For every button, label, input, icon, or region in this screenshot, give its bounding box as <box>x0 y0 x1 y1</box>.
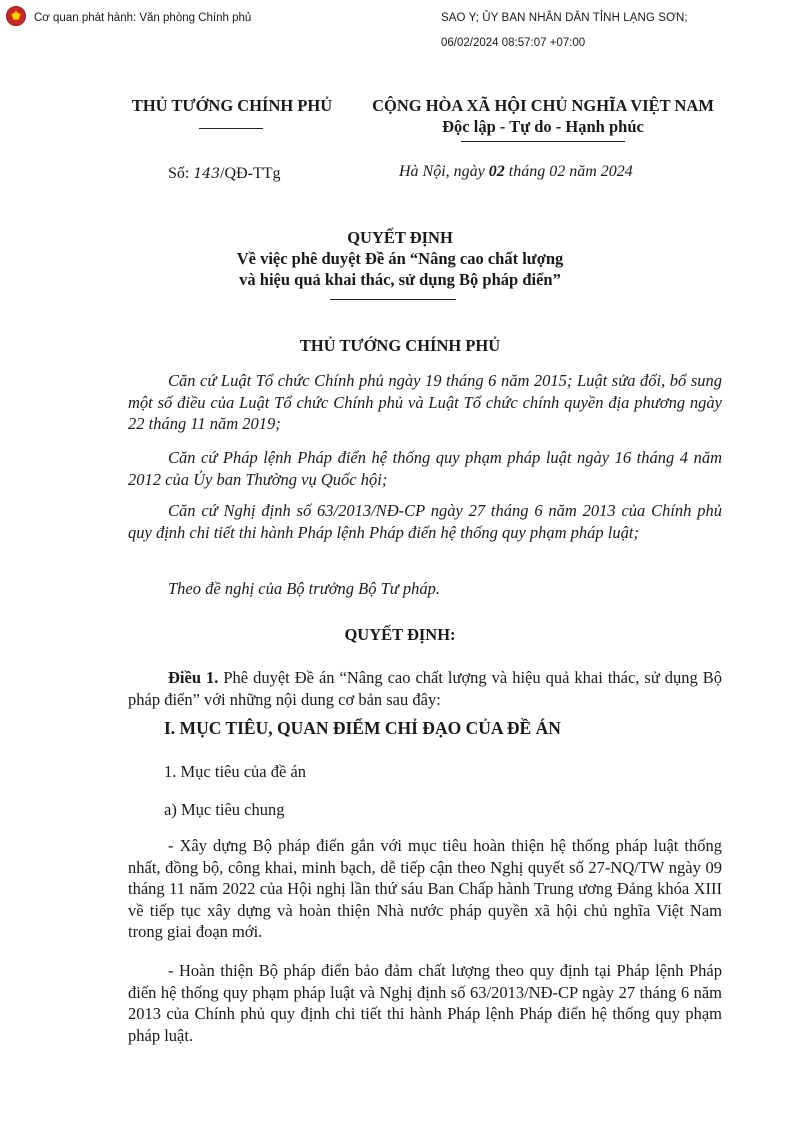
section-heading: I. MỤC TIÊU, QUAN ĐIỂM CHỈ ĐẠO CỦA ĐỀ ÁN <box>164 718 561 738</box>
title-underline <box>330 299 456 300</box>
decision-heading: QUYẾT ĐỊNH: <box>344 625 456 644</box>
article-1 <box>128 667 722 710</box>
article-label: Điều 1. <box>168 668 219 687</box>
bullet-paragraph: - Xây dựng Bộ pháp điển gắn với mục tiêu hoàn thiện hệ thống pháp luật thống nhất, đồng bộ, công khai, minh bạch, dễ tiếp cận theo Nghị quyết số 27-NQ/TW ngày 09 tháng 11 năm 2022 của Hội nghị lần thứ sáu Ban Chấp hành Trung ương Đảng khóa XIII về tiếp tục xây dựng và hoàn thiện Nhà nước pháp quyền xã hội chủ nghĩa Việt Nam trong giai đoạn mới. <box>128 836 722 941</box>
issuing-authority: THỦ TƯỚNG CHÍNH PHỦ <box>131 96 333 115</box>
handwritten-day: 02 <box>488 163 505 180</box>
handwritten-number: 143 <box>193 166 221 182</box>
preamble-paragraph: Theo đề nghị của Bộ trưởng Bộ Tư pháp. <box>168 579 441 598</box>
preamble-paragraph: Căn cứ Luật Tổ chức Chính phủ ngày 19 tháng 6 năm 2015; Luật sửa đổi, bổ sung một số điều của Luật Tổ chức Chính phủ và Luật Tổ chức chính quyền địa phương ngày 22 tháng 11 năm 2019; <box>128 371 722 433</box>
document-number <box>168 165 281 183</box>
header-left-underline <box>199 128 263 129</box>
preamble-paragraph: Căn cứ Pháp lệnh Pháp điển hệ thống quy phạm pháp luật ngày 16 tháng 4 năm 2012 của Ủy ban Thường vụ Quốc hội; <box>128 448 722 489</box>
date-suffix: tháng 02 năm 2024 <box>504 163 633 180</box>
authority-heading: THỦ TƯỚNG CHÍNH PHỦ <box>299 336 501 355</box>
national-motto: Độc lập - Tự do - Hạnh phúc <box>442 117 644 136</box>
copy-stamp-timestamp: 06/02/2024 08:57:07 +07:00 <box>441 37 586 49</box>
place-date <box>399 163 633 181</box>
national-emblem-icon: ★ <box>6 6 26 26</box>
issuer-stamp: Cơ quan phát hành: Văn phòng Chính phủ <box>34 12 252 24</box>
date-prefix: Hà Nội, ngày <box>399 163 489 180</box>
bullet-paragraph: - Hoàn thiện Bộ pháp điển bảo đảm chất lượng theo quy định tại Pháp lệnh Pháp điển hệ thống quy phạm pháp luật và Nghị định số 63/2013/NĐ-CP ngày 27 tháng 6 năm 2013 của Chính phủ quy định chi tiết thi hành Pháp lệnh Pháp điển hệ thống quy phạm pháp luật. <box>128 961 722 1045</box>
document-type-title: QUYẾT ĐỊNH <box>347 228 453 247</box>
subtitle-line1: Về việc phê duyệt Đề án “Nâng cao chất lượng <box>236 249 564 268</box>
copy-stamp-line1: SAO Y; ỦY BAN NHÂN DÂN TỈNH LẠNG SƠN; <box>441 12 688 24</box>
article-text: Phê duyệt Đề án “Nâng cao chất lượng và hiệu quả khai thác, sử dụng Bộ pháp điển” với những nội dung cơ bản sau đây: <box>128 668 723 709</box>
number-prefix: Số: <box>168 165 194 182</box>
preamble-paragraph: Căn cứ Nghị định số 63/2013/NĐ-CP ngày 27 tháng 6 năm 2013 của Chính phủ quy định chi tiết thi hành Pháp lệnh Pháp điển hệ thống quy phạm pháp luật; <box>128 501 722 542</box>
country-name: CỘNG HÒA XÃ HỘI CHỦ NGHĨA VIỆT NAM <box>372 96 714 115</box>
number-suffix: /QĐ-TTg <box>220 165 281 182</box>
subtitle-line2: và hiệu quả khai thác, sử dụng Bộ pháp điển” <box>239 270 561 289</box>
motto-underline <box>461 141 625 142</box>
subitem-heading: a) Mục tiêu chung <box>164 800 285 819</box>
item-heading: 1. Mục tiêu của đề án <box>164 762 307 781</box>
